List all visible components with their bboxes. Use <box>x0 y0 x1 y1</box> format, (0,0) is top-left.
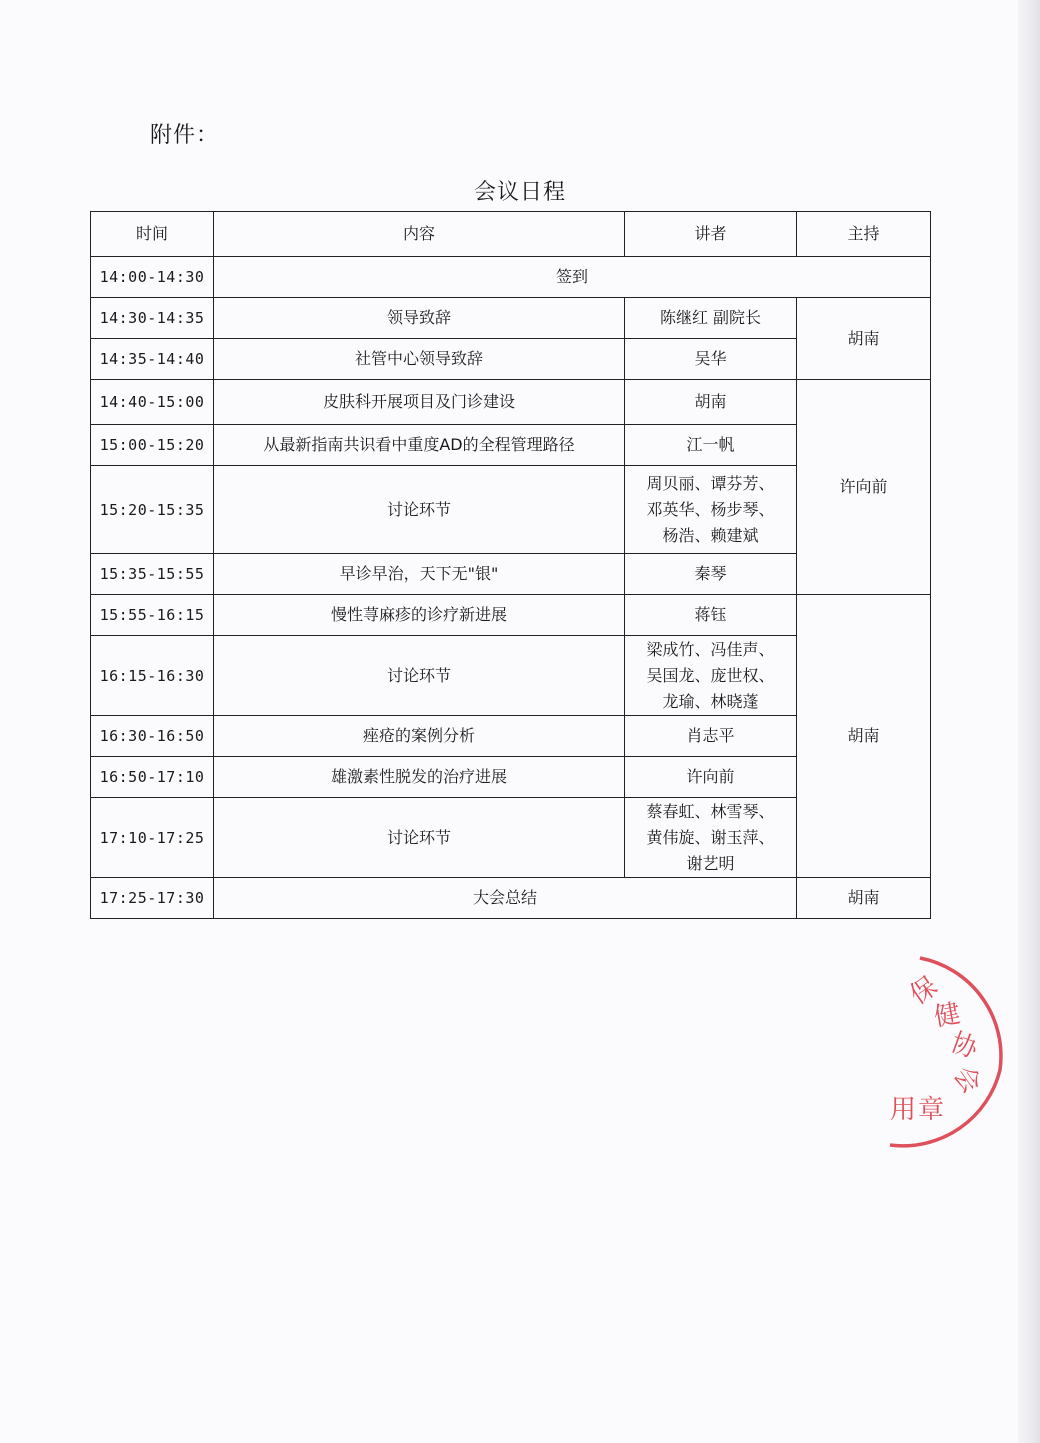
attachment-label: 附件： <box>150 123 220 148</box>
time-cell: 17:25-17:30 <box>91 878 214 919</box>
time-cell: 17:10-17:25 <box>91 798 214 878</box>
seal-lettering <box>890 971 987 1125</box>
host-cell: 许向前 <box>797 380 931 595</box>
table-row <box>91 380 931 425</box>
speaker-cell: 秦琴 <box>625 554 797 595</box>
time-cell: 14:40-15:00 <box>91 380 214 425</box>
host-cell: 胡南 <box>797 878 931 919</box>
host-cell: 胡南 <box>797 298 931 380</box>
content-cell: 签到 <box>214 257 931 298</box>
time-cell: 14:35-14:40 <box>91 339 214 380</box>
svg-text:健: 健 <box>931 998 963 1033</box>
content-cell: 领导致辞 <box>214 298 625 339</box>
speaker-cell: 吴华 <box>625 339 797 380</box>
column-header-time: 时间 <box>91 212 214 257</box>
speaker-line: 蔡春虹、林雪琴、 <box>646 801 775 821</box>
table-row <box>91 878 931 919</box>
table-row <box>91 257 931 298</box>
speaker-line: 黄伟旋、谢玉萍、 <box>646 827 775 847</box>
agenda-table <box>90 211 931 919</box>
speaker-cell: 陈继红 副院长 <box>625 298 797 339</box>
content-cell: 讨论环节 <box>214 798 625 878</box>
speaker-line: 邓英华、杨步琴、 <box>646 499 775 519</box>
column-header-speaker: 讲者 <box>625 212 797 257</box>
content-cell: 社管中心领导致辞 <box>214 339 625 380</box>
time-cell: 15:55-16:15 <box>91 595 214 636</box>
time-cell: 15:35-15:55 <box>91 554 214 595</box>
time-cell: 15:20-15:35 <box>91 466 214 554</box>
speaker-line: 周贝丽、谭芬芳、 <box>646 473 775 493</box>
column-header-host: 主持 <box>797 212 931 257</box>
content-cell: 雄激素性脱发的治疗进展 <box>214 757 625 798</box>
time-cell: 14:30-14:35 <box>91 298 214 339</box>
content-cell: 讨论环节 <box>214 466 625 554</box>
time-cell: 16:50-17:10 <box>91 757 214 798</box>
speaker-cell <box>625 636 797 716</box>
content-cell: 慢性荨麻疹的诊疗新进展 <box>214 595 625 636</box>
speaker-cell: 肖志平 <box>625 716 797 757</box>
content-cell: 从最新指南共识看中重度AD的全程管理路径 <box>214 425 625 466</box>
content-cell: 大会总结 <box>214 878 797 919</box>
official-seal-stamp <box>870 950 1010 1160</box>
svg-text:用: 用 <box>890 1095 917 1125</box>
svg-text:协: 协 <box>946 1027 982 1065</box>
scan-edge-shadow <box>1018 0 1040 1443</box>
time-cell: 16:30-16:50 <box>91 716 214 757</box>
speaker-cell: 许向前 <box>625 757 797 798</box>
page-title: 会议日程 <box>473 180 566 205</box>
time-cell: 14:00-14:30 <box>91 257 214 298</box>
host-cell: 胡南 <box>797 595 931 878</box>
speaker-line: 谢艺明 <box>686 853 735 873</box>
table-header-row <box>91 212 931 257</box>
svg-text:章: 章 <box>918 1095 945 1125</box>
speaker-cell: 蒋钰 <box>625 595 797 636</box>
svg-text:保: 保 <box>904 971 944 1011</box>
content-cell: 讨论环节 <box>214 636 625 716</box>
speaker-cell: 江一帆 <box>625 425 797 466</box>
speaker-line: 吴国龙、庞世权、 <box>646 665 775 685</box>
svg-text:会: 会 <box>947 1060 987 1100</box>
content-cell: 痤疮的案例分析 <box>214 716 625 757</box>
content-cell: 早诊早治，天下无"银" <box>214 554 625 595</box>
speaker-line: 梁成竹、冯佳声、 <box>646 639 775 659</box>
time-cell: 16:15-16:30 <box>91 636 214 716</box>
speaker-line: 龙瑜、林晓蓬 <box>662 691 759 711</box>
speaker-line: 杨浩、赖建斌 <box>662 525 759 545</box>
column-header-content: 内容 <box>214 212 625 257</box>
time-cell: 15:00-15:20 <box>91 425 214 466</box>
speaker-cell <box>625 466 797 554</box>
speaker-cell <box>625 798 797 878</box>
speaker-cell: 胡南 <box>625 380 797 425</box>
content-cell: 皮肤科开展项目及门诊建设 <box>214 380 625 425</box>
table-row <box>91 298 931 339</box>
table-row <box>91 595 931 636</box>
